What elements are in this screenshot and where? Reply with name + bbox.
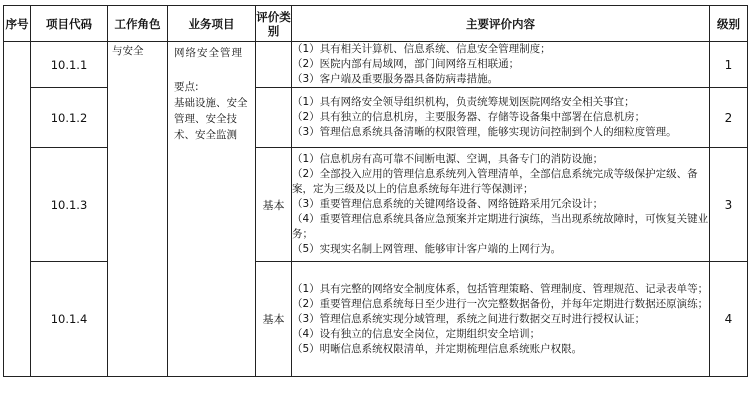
content-item: （3）管理信息系统实现分域管理，系统之间进行数据交互时进行授权认证；: [292, 312, 646, 325]
category-cell: 基本: [256, 262, 292, 377]
content-item: （1）具有完整的网络安全制度体系，包括管理策略、管理制度、管理规范、记录表单等；: [292, 282, 709, 295]
main-content-cell: [292, 42, 710, 88]
main-content-cell: [292, 262, 710, 377]
header-code: 项目代码: [31, 6, 108, 42]
category-cell: 基本: [256, 148, 292, 262]
category-cell: [256, 88, 292, 148]
content-item: （2）重要管理信息系统每日至少进行一次完整数据备份，并每年定期进行数据还原演练；: [292, 297, 709, 310]
content-item: （5）实现实名制上网管理、能够审计客户端的上网行为。: [292, 243, 562, 255]
header-business: 业务项目: [168, 6, 256, 42]
table-header-row: [4, 6, 748, 42]
content-item: （2）具有独立的信息机房，主要服务器、存储等设备集中部署在信息机房；: [292, 111, 646, 123]
content-item: （4）设有独立的信息安全岗位，定期组织安全培训；: [292, 327, 541, 340]
business-points-detail: 基础设施、安全管理、安全技术、安全监测: [174, 97, 248, 141]
header-level: 级别: [710, 6, 748, 42]
content-item: （3）客户端及重要服务器具备防病毒措施。: [292, 73, 499, 85]
seq-cell: [4, 42, 31, 377]
evaluation-table: [3, 5, 748, 377]
business-title: 网络安全管理: [174, 47, 243, 59]
role-text: 与安全: [112, 45, 144, 57]
main-content-cell: [292, 88, 710, 148]
code-cell: 10.1.4: [31, 262, 108, 377]
header-category: 评价类别: [256, 6, 292, 42]
header-seq: 序号: [4, 6, 31, 42]
header-main: 主要评价内容: [292, 6, 710, 42]
content-item: （2）医院内部有局域网，部门间网络互相联通；: [292, 58, 520, 70]
level-cell: 2: [710, 88, 748, 148]
content-item: （4）重要管理信息系统具备应急预案并定期进行演练，当出现系统故障时，可恢复关键业务；: [292, 213, 709, 240]
header-role: 工作角色: [108, 6, 168, 42]
business-cell: [168, 42, 256, 377]
content-item: （5）明晰信息系统权限清单，并定期梳理信息系统账户权限。: [292, 342, 583, 355]
table-row: [4, 42, 748, 88]
content-item: （3）重要管理信息系统的关键网络设备、网络链路采用冗余设计；: [292, 198, 604, 210]
content-item: （1）信息机房有高可靠不间断电源、空调，具备专门的消防设施；: [292, 153, 604, 165]
role-cell: [108, 42, 168, 377]
content-item: （1）具有网络安全领导组织机构，负责统筹规划医院网络安全相关事宜；: [292, 96, 635, 108]
business-points-label: 要点:: [174, 81, 199, 93]
level-cell: 1: [710, 42, 748, 88]
content-item: （1）具有相关计算机、信息系统、信息安全管理制度；: [292, 43, 551, 55]
code-cell: 10.1.2: [31, 88, 108, 148]
code-cell: 10.1.3: [31, 148, 108, 262]
main-content-cell: [292, 148, 710, 262]
category-cell: [256, 42, 292, 88]
content-item: （2）全部投入应用的管理信息系统列入管理清单，全部信息系统完成等级保护定级、备案，定为三级及以上的信息系统每年进行等保测评；: [292, 168, 698, 195]
level-cell: 3: [710, 148, 748, 262]
content-item: （3）管理信息系统具备清晰的权限管理，能够实现访问控制到个人的细粒度管理。: [292, 126, 677, 138]
level-cell: 4: [710, 262, 748, 377]
code-cell: 10.1.1: [31, 42, 108, 88]
